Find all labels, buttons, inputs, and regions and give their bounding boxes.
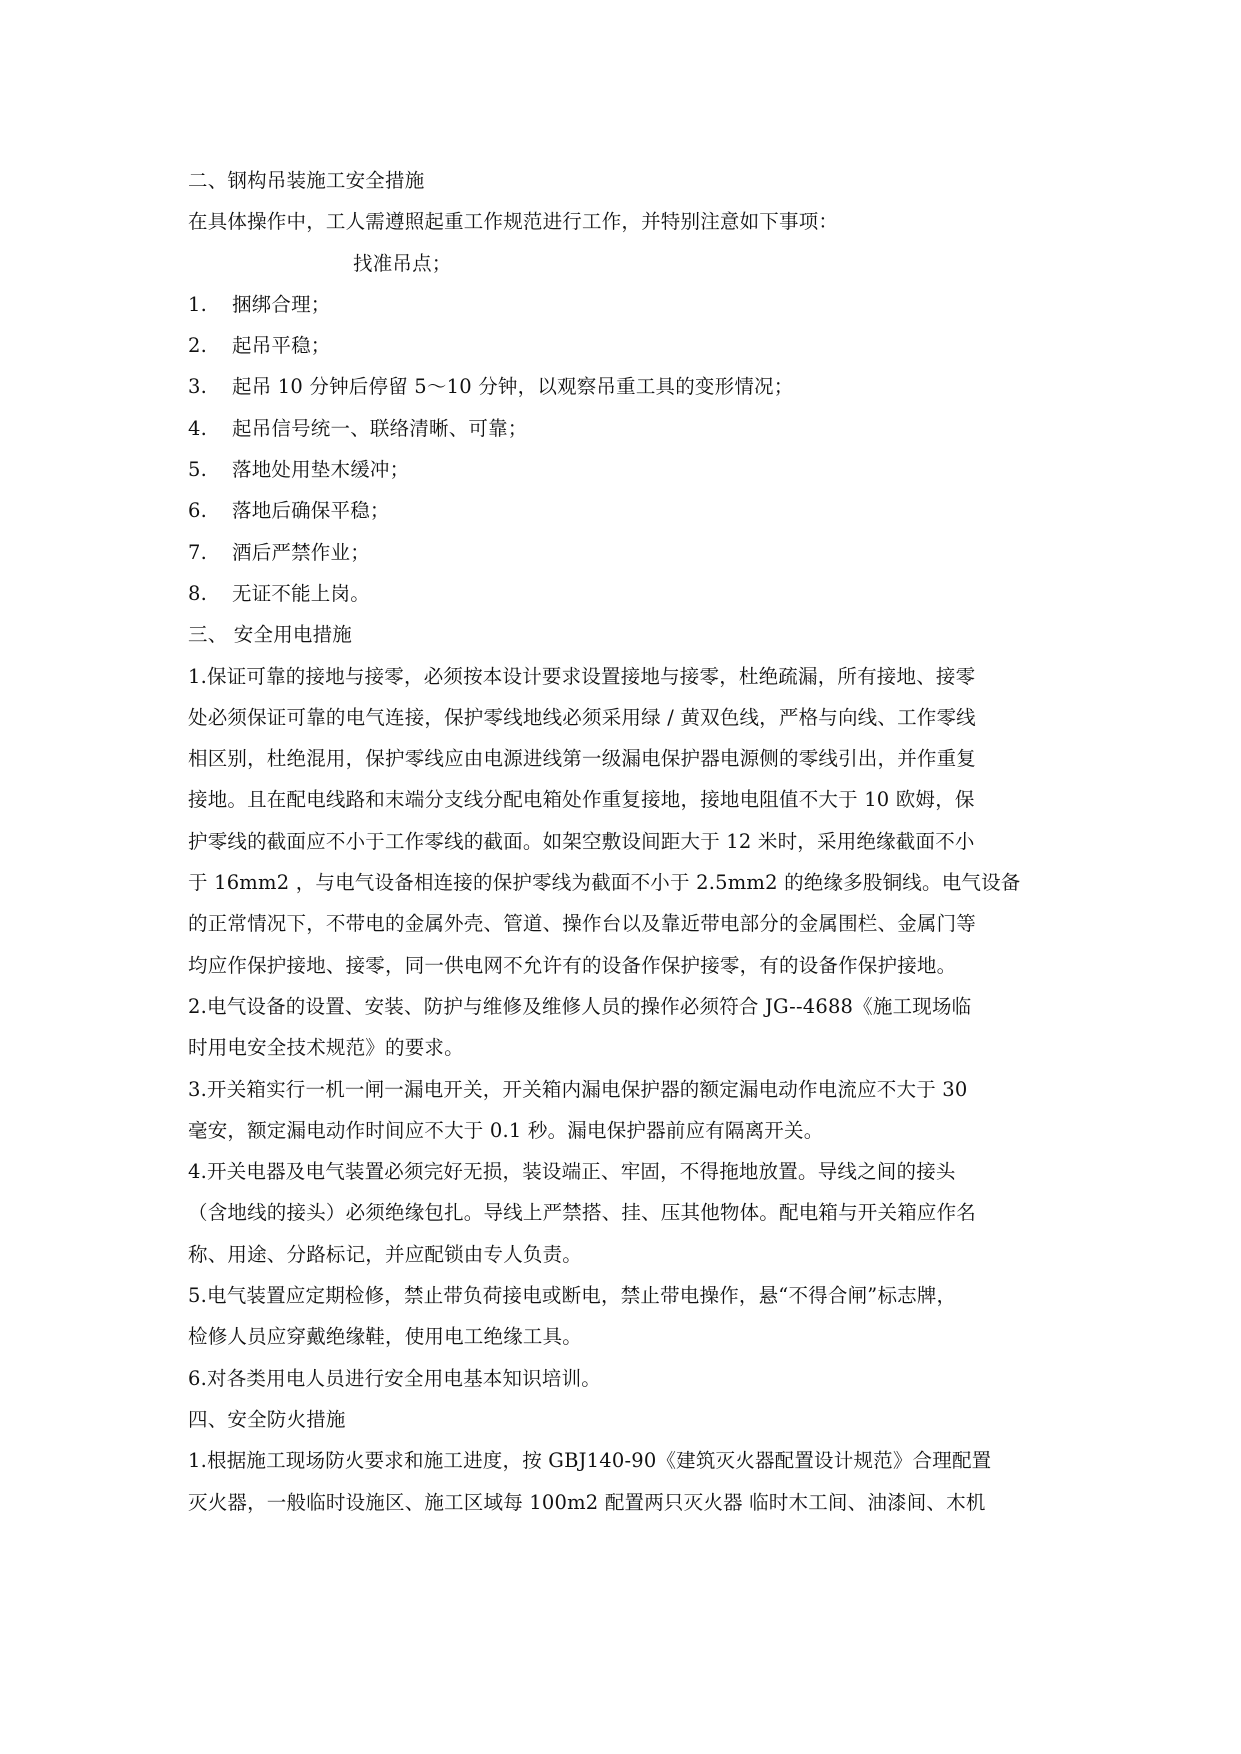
list-item-text: 起吊信号统一、联络清晰、可靠；	[232, 416, 528, 440]
paragraph-line: 检修人员应穿戴绝缘鞋，使用电工绝缘工具。	[188, 1325, 583, 1349]
paragraph-line: 时用电安全技术规范》的要求。	[188, 1036, 464, 1060]
list-item	[188, 366, 1068, 407]
paragraph-line: 均应作保护接地、接零，同一供电网不允许有的设备作保护接零，有的设备作保护接地。	[188, 953, 957, 977]
list-item-text: 无证不能上岗。	[232, 581, 370, 605]
list-item-text: 起吊平稳；	[232, 334, 331, 358]
paragraph-line: 1.根据施工现场防火要求和施工进度，按 GBJ140-90《建筑灭火器配置设计规范》合理配置	[188, 1449, 992, 1473]
list-item-text: 酒后严禁作业；	[232, 540, 370, 564]
paragraph-line: 的正常情况下，不带电的金属外壳、管道、操作台以及靠近带电部分的金属围栏、金属门等	[188, 912, 977, 936]
list-item-number: 3.	[188, 375, 208, 399]
paragraph-line: 5.电气装置应定期检修，禁止带负荷接电或断电，禁止带电操作，悬“不得合闸”标志牌，	[188, 1284, 957, 1308]
paragraph-line: 4.开关电器及电气装置必须完好无损，装设端正、牢固，不得拖地放置。导线之间的接头	[188, 1160, 956, 1184]
list-item-number: 5.	[188, 458, 208, 482]
list-item-number: 6.	[188, 499, 208, 523]
list-item-number: 1.	[188, 292, 208, 316]
paragraph-line: 3.开关箱实行一机一闸一漏电开关，开关箱内漏电保护器的额定漏电动作电流应不大于 30	[188, 1077, 968, 1101]
list-item-number: 2.	[188, 334, 208, 358]
paragraph-line: 接地。且在配电线路和末端分支线分配电箱处作重复接地，接地电阻值不大于 10 欧姆，保	[188, 788, 975, 812]
list-item-text: 落地处用垫木缓冲；	[232, 458, 410, 482]
list-item	[188, 490, 1068, 531]
paragraph-line: 处必须保证可靠的电气连接，保护零线地线必须采用绿 / 黄双色线，严格与向线、工作零线	[188, 705, 976, 729]
list-item	[188, 284, 1068, 325]
section-3-title: 三、 安全用电措施	[188, 623, 352, 647]
list-item-text: 捆绑合理；	[232, 292, 331, 316]
list-item	[188, 325, 1068, 366]
paragraph-line: 灭火器，一般临时设施区、施工区域每 100m2 配置两只灭火器 临时木工间、油漆间、木机	[188, 1490, 986, 1514]
paragraph-line: 1.保证可靠的接地与接零，必须按本设计要求设置接地与接零，杜绝疏漏，所有接地、接零	[188, 664, 976, 688]
paragraph-line: 护零线的截面应不小于工作零线的截面。如架空敷设间距大于 12 米时，采用绝缘截面不小	[188, 829, 975, 853]
paragraph-line: 称、用途、分路标记，并应配锁由专人负责。	[188, 1242, 583, 1266]
paragraph-line: 相区别，杜绝混用，保护零线应由电源进线第一级漏电保护器电源侧的零线引出，并作重复	[188, 747, 977, 771]
list-item	[188, 408, 1068, 449]
section-2-title: 二、钢构吊装施工安全措施	[188, 169, 425, 192]
paragraph-line: （含地线的接头）必须绝缘包扎。导线上严禁搭、挂、压其他物体。配电箱与开关箱应作名	[188, 1201, 977, 1225]
list-item-text: 落地后确保平稳；	[232, 499, 390, 523]
list-item-number: 8.	[188, 581, 208, 605]
list-item-text: 起吊 10 分钟后停留 5～10 分钟，以观察吊重工具的变形情况；	[232, 375, 794, 399]
paragraph-line: 6.对各类用电人员进行安全用电基本知识培训。	[188, 1366, 602, 1390]
section-2-first-item: 找准吊点；	[353, 251, 452, 275]
document-page	[188, 160, 1068, 1523]
list-item-number: 7.	[188, 540, 208, 564]
list-item	[188, 532, 1068, 573]
paragraph-line: 毫安，额定漏电动作时间应不大于 0.1 秒。漏电保护器前应有隔离开关。	[188, 1118, 824, 1142]
list-item-number: 4.	[188, 416, 208, 440]
list-item	[188, 573, 1068, 614]
paragraph-line: 于 16mm2 ，与电气设备相连接的保护零线为截面不小于 2.5mm2 的绝缘多股铜线。电气设备	[188, 871, 1021, 895]
section-2-intro: 在具体操作中，工人需遵照起重工作规范进行工作，并特别注意如下事项：	[188, 210, 839, 234]
section-4-title: 四、安全防火措施	[188, 1407, 346, 1431]
list-item	[188, 449, 1068, 490]
paragraph-line: 2.电气设备的设置、安装、防护与维修及维修人员的操作必须符合 JG--4688《施工现场临	[188, 994, 972, 1018]
